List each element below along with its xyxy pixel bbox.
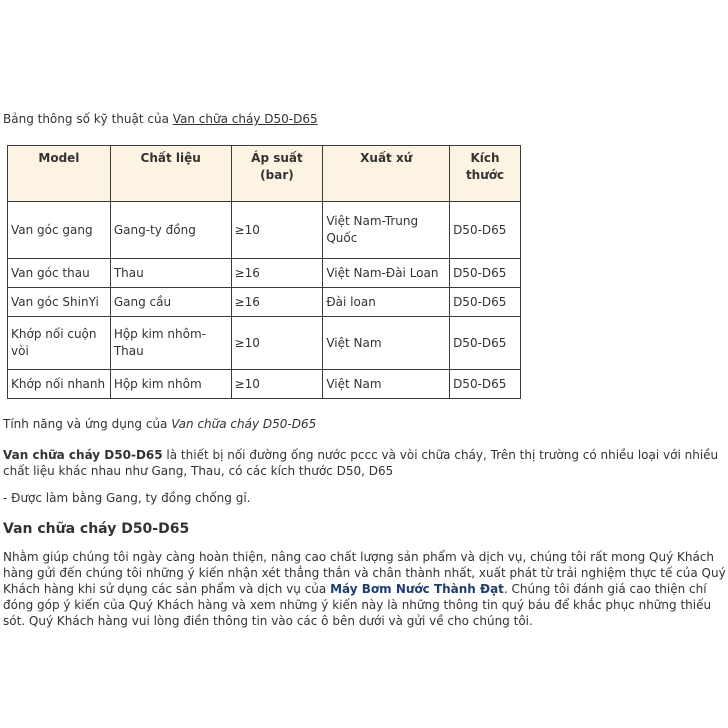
description-text: là thiết bị nối đường ống nước pccc và vòi chữa cháy, Trên thị trường có nhiều loại với nhiều chất liệu khác nhau như Gang, Thau, có các kích thước D50, D65 <box>3 448 719 478</box>
cell-origin: Việt Nam <box>323 370 450 399</box>
cell-model: Khớp nối cuộn vòi <box>8 317 111 370</box>
cell-model: Van góc thau <box>8 259 111 288</box>
features-prefix: Tính năng và ứng dụng của <box>3 417 172 431</box>
feedback-text-1: Nhằm giúp chúng tôi ngày càng hoàn thiện, nâng cao chất lượng sản phẩm và dịch vụ, chúng tôi rất mong Quý Khách hàng gửi đến chúng tôi những ý kiến nhận xét thẳng thắn và chân thành nhất, xuất phát từ trải nghiệm thực tế của Quý Khách hàng khi sử dụng các sản phẩm và dịch vụ của <box>3 550 726 596</box>
cell-pressure: ≥10 <box>231 317 323 370</box>
brand-name: Máy Bơm Nước Thành Đạt <box>330 582 504 596</box>
cell-material: Hộp kim nhôm-Thau <box>110 317 231 370</box>
product-link[interactable]: Van chữa cháy D50-D65 <box>172 112 318 126</box>
feedback-paragraph <box>3 549 727 629</box>
header-origin: Xuất xứ <box>323 146 450 202</box>
cell-size: D50-D65 <box>450 259 521 288</box>
cell-origin: Đài loan <box>323 288 450 317</box>
section-heading: Van chữa cháy D50-D65 <box>3 521 190 537</box>
description-product: Van chữa cháy D50-D65 <box>3 448 163 462</box>
cell-origin: Việt Nam-Trung Quốc <box>323 202 450 259</box>
header-pressure: Áp suất (bar) <box>231 146 323 202</box>
cell-material: Hộp kim nhôm <box>110 370 231 399</box>
spec-table <box>7 145 521 399</box>
cell-model: Van góc gang <box>8 202 111 259</box>
table-row <box>8 288 521 317</box>
table-row <box>8 317 521 370</box>
cell-pressure: ≥16 <box>231 259 323 288</box>
cell-origin: Việt Nam <box>323 317 450 370</box>
cell-pressure: ≥10 <box>231 370 323 399</box>
intro-prefix: Bảng thông số kỹ thuật của <box>3 112 173 126</box>
cell-size: D50-D65 <box>450 202 521 259</box>
header-material: Chất liệu <box>110 146 231 202</box>
table-row <box>8 259 521 288</box>
cell-size: D50-D65 <box>450 370 521 399</box>
cell-model: Van góc ShinYi <box>8 288 111 317</box>
cell-origin: Việt Nam-Đài Loan <box>323 259 450 288</box>
feedback-text-2: . Chúng tôi đánh giá cao thiện chí đóng góp ý kiến của Quý Khách hàng và xem những ý kiến này là những thông tin quý báu để khắc phục những thiếu sót. Quý Khách hàng vui lòng điền thông tin vào các ô bên dưới và gửi về cho chúng tôi. <box>3 582 712 628</box>
cell-pressure: ≥16 <box>231 288 323 317</box>
cell-size: D50-D65 <box>450 317 521 370</box>
table-header-row <box>8 146 521 202</box>
intro-text <box>3 112 318 126</box>
cell-material: Gang-ty đồng <box>110 202 231 259</box>
features-product: Van chữa cháy D50-D65 <box>171 417 317 431</box>
header-size: Kích thước <box>450 146 521 202</box>
feature-bullet: - Được làm bằng Gang, ty đồng chống gỉ. <box>3 491 251 505</box>
features-caption <box>3 417 316 431</box>
cell-material: Gang cầu <box>110 288 231 317</box>
cell-pressure: ≥10 <box>231 202 323 259</box>
table-row <box>8 202 521 259</box>
description-paragraph <box>3 447 723 479</box>
header-model: Model <box>8 146 111 202</box>
table-row <box>8 370 521 399</box>
cell-size: D50-D65 <box>450 288 521 317</box>
cell-model: Khớp nối nhanh <box>8 370 111 399</box>
cell-material: Thau <box>110 259 231 288</box>
